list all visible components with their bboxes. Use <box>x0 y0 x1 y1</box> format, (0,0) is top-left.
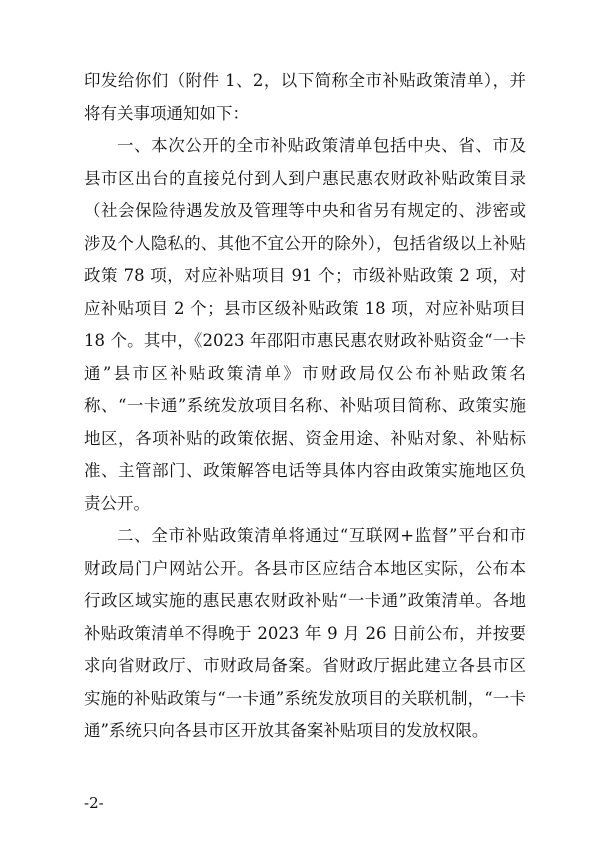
paragraph-item-two: 二、全市补贴政策清单将通过“互联网+监督”平台和市财政局门户网站公开。各县市区应结合本地区实际，公布本行政区域实施的惠民惠农财政补贴“一卡通”政策清单。各地补贴政策清单不得晚于 2023 年 9 月 26 日前公布，并按要求向省财政厅、市财政局备案。省财政厅据此建立各县市区实施的补贴政策与“一卡通”系统发放项目的关联机制，“一卡通”系统只向各县市区开放其备案补贴项目的发放权限。 <box>84 526 526 740</box>
page-number: -2- <box>84 794 104 812</box>
paragraph-intro: 印发给你们（附件 1、2，以下简称全市补贴政策清单），并将有关事项通知如下： <box>84 71 526 123</box>
document-body <box>84 65 526 748</box>
paragraph-item-one: 一、本次公开的全市补贴政策清单包括中央、省、市及县市区出台的直接兑付到人到户惠民惠农财政补贴政策目录（社会保险待遇发放及管理等中央和省另有规定的、涉密或涉及个人隐私的、其他不宜公开的除外），包括省级以上补贴政策 78 项，对应补贴项目 91 个；市级补贴政策 2 项，对应补贴项目 2 个；县市区级补贴政策 18 项，对应补贴项目 18 个。其中，《2023 年邵阳市惠民惠农财政补贴资金“一卡通”县市区补贴政策清单》市财政局仅公布补贴政策名称、“一卡通”系统发放项目名称、补贴项目简称、政策实施地区，各项补贴的政策依据、资金用途、补贴对象、补贴标准、主管部门、政策解答电话等具体内容由政策实施地区负责公开。 <box>84 136 526 513</box>
